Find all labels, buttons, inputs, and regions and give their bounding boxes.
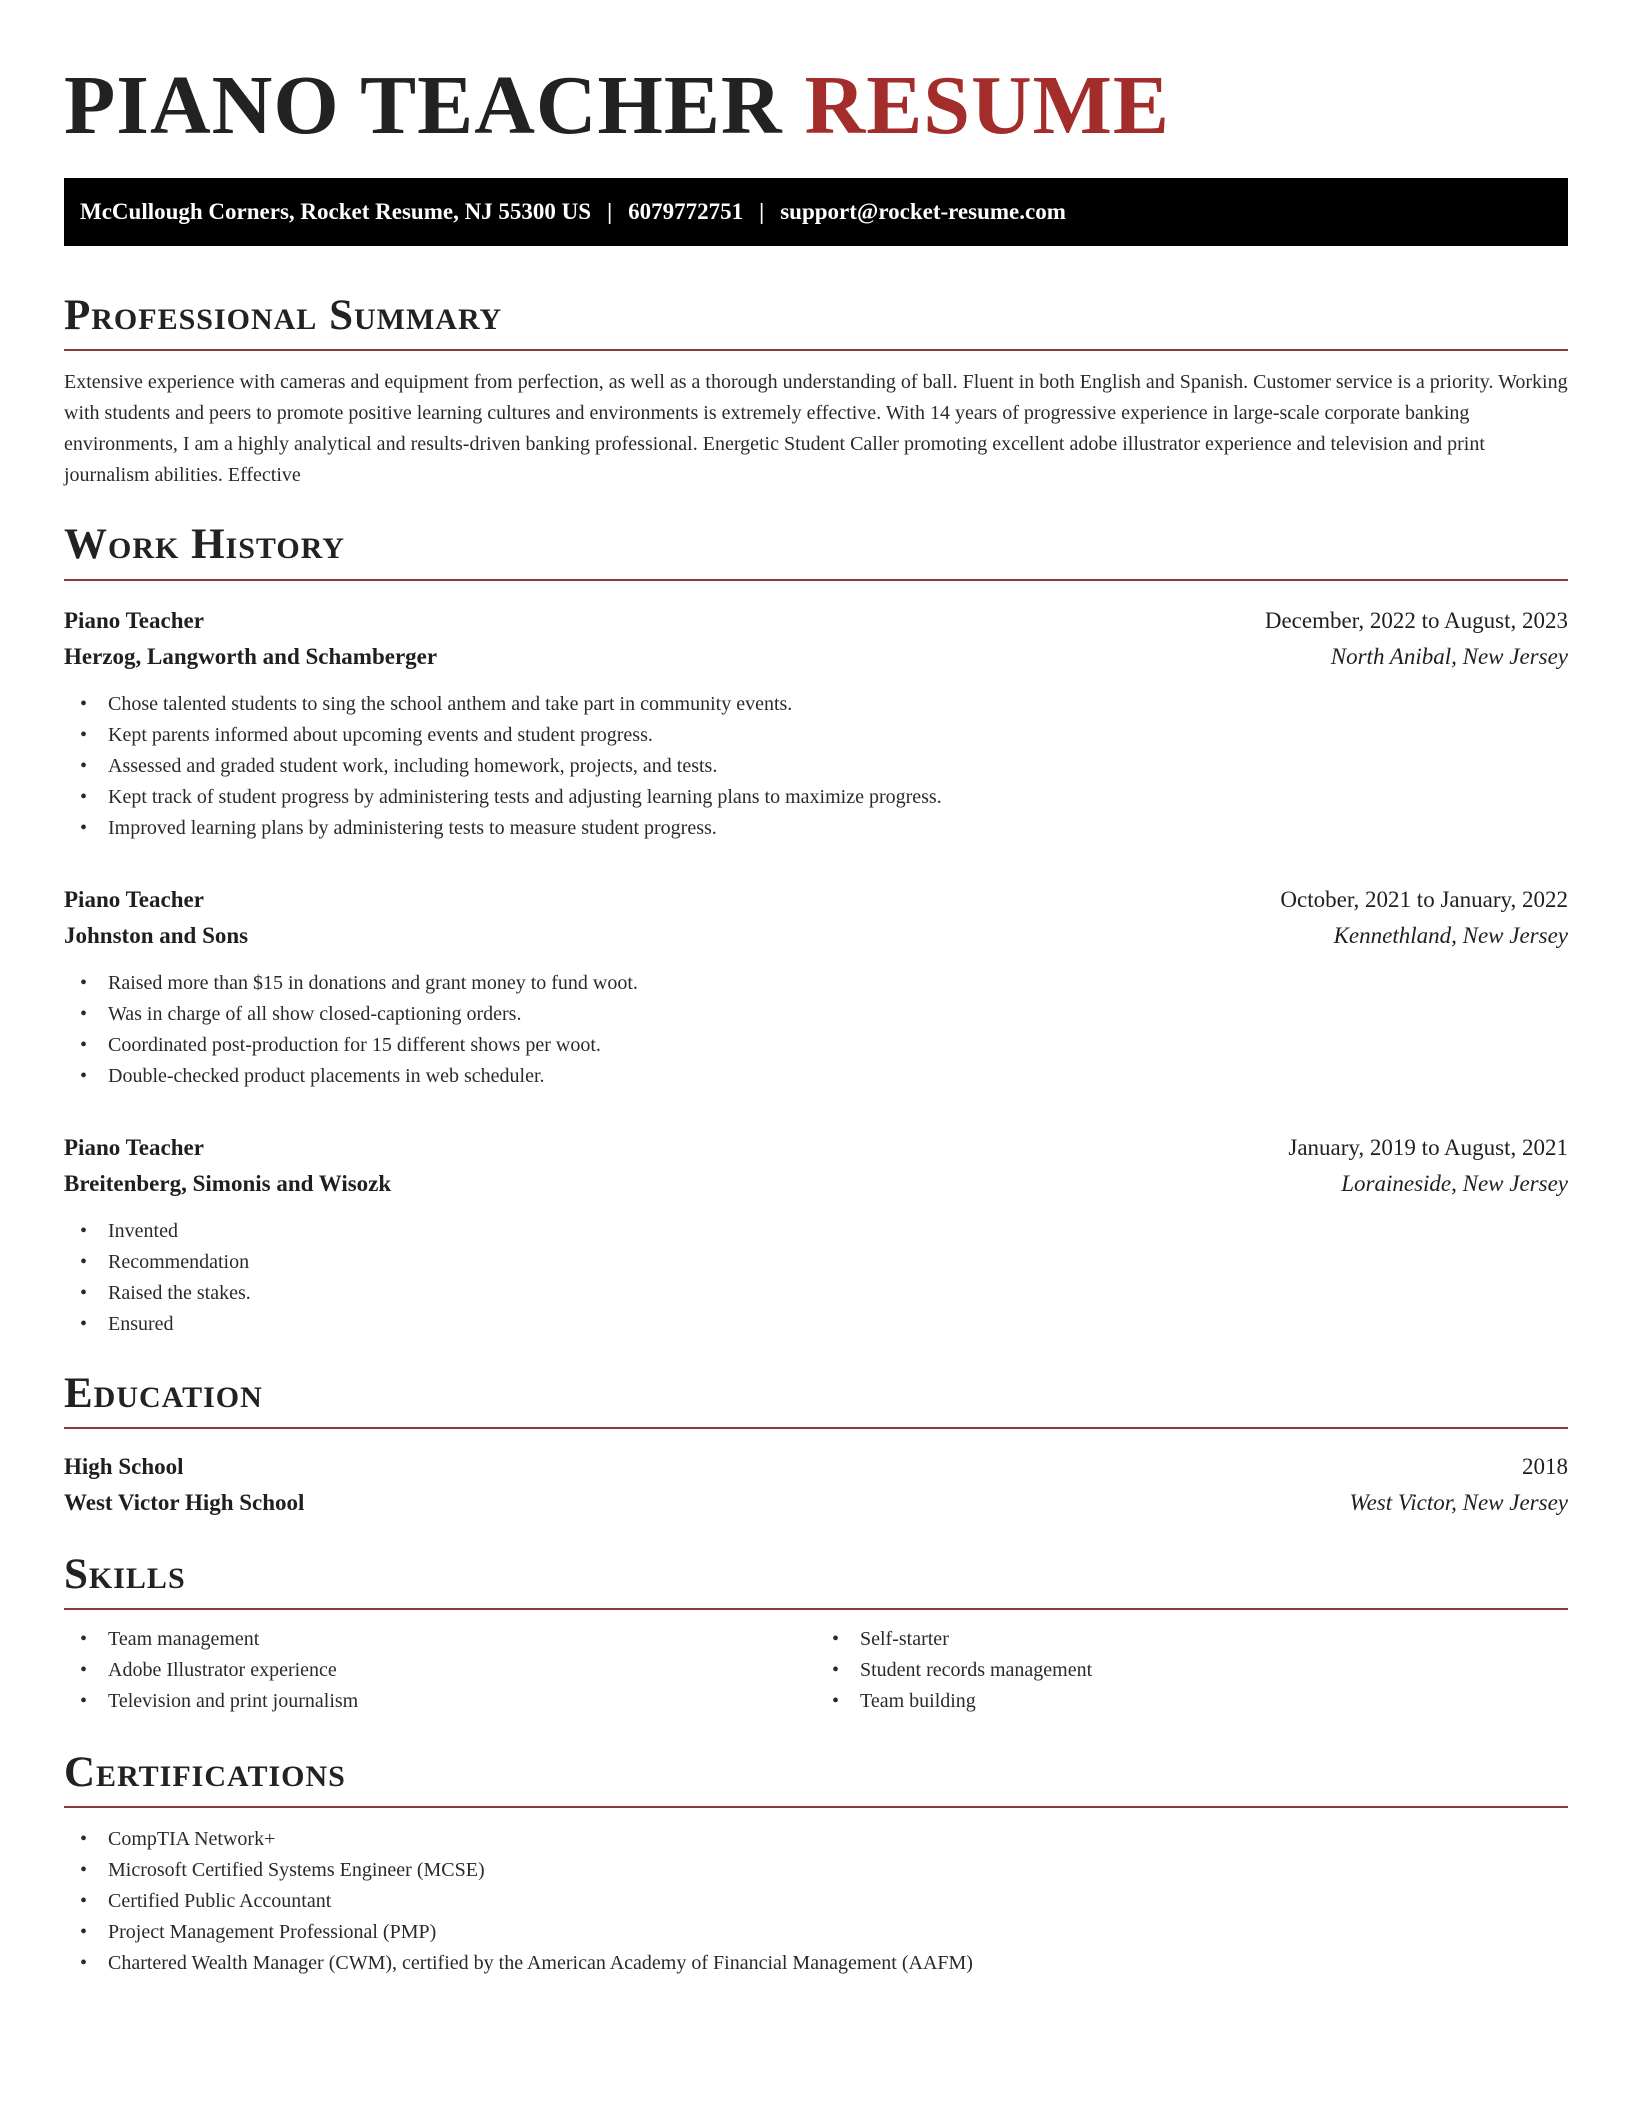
- skills-list: [64, 1624, 816, 1717]
- list-item: • Was in charge of all show closed-captioning orders.: [80, 999, 1568, 1030]
- job-location: Loraineside, New Jersey: [1341, 1170, 1568, 1196]
- skills-heading: Skills: [64, 1551, 1568, 1610]
- list-item: • Project Management Professional (PMP): [80, 1917, 1568, 1948]
- skills-list: [816, 1624, 1568, 1717]
- education-degree-row: [64, 1449, 1568, 1485]
- list-item: • Double-checked product placements in web scheduler.: [80, 1061, 1568, 1092]
- list-item: • Student records management: [832, 1655, 1568, 1686]
- job-company-row: [64, 918, 1568, 954]
- job-entry: [64, 882, 1568, 1092]
- certifications-list: [64, 1824, 1568, 1979]
- education-school: West Victor High School: [64, 1489, 305, 1515]
- page-title: [64, 59, 1568, 152]
- job-title: Piano Teacher: [64, 1134, 204, 1160]
- job-company: Johnston and Sons: [64, 922, 249, 948]
- list-item: • Recommendation: [80, 1247, 1568, 1278]
- contact-bar: [64, 178, 1568, 246]
- contact-separator: |: [759, 199, 765, 224]
- skills-section: [64, 1551, 1568, 1717]
- job-company-row: [64, 1166, 1568, 1202]
- list-item: • Certified Public Accountant: [80, 1886, 1568, 1917]
- summary-text: Extensive experience with cameras and equipment from perfection, as well as a thorough understanding of ball. Fluent in both English and Spanish. Customer service is a priority. Working with students and peers to promote positive learning cultures and environments is extremely effective. With 14 years of progressive experience in large-scale corporate banking environments, I am a highly analytical and results-driven banking professional. Energetic Student Caller promoting excellent adobe illustrator experience and television and print journalism abilities. Effective: [64, 371, 1568, 487]
- job-title-row: [64, 603, 1568, 639]
- list-item: • Raised the stakes.: [80, 1278, 1568, 1309]
- skills-grid: [64, 1624, 1568, 1717]
- education-degree: High School: [64, 1453, 184, 1479]
- job-company-row: [64, 639, 1568, 675]
- job-dates: January, 2019 to August, 2021: [1288, 1134, 1568, 1160]
- job-title-row: [64, 1130, 1568, 1166]
- list-item: • Television and print journalism: [80, 1686, 816, 1717]
- list-item: • Chose talented students to sing the school anthem and take part in community events.: [80, 689, 1568, 720]
- list-item: • Self-starter: [832, 1624, 1568, 1655]
- job-company: Breitenberg, Simonis and Wisozk: [64, 1170, 392, 1196]
- list-item: • Raised more than $15 in donations and grant money to fund woot.: [80, 968, 1568, 999]
- job-location: Kennethland, New Jersey: [1333, 922, 1568, 948]
- list-item: • Coordinated post-production for 15 different shows per woot.: [80, 1030, 1568, 1061]
- education-section: [64, 1370, 1568, 1521]
- list-item: • Kept track of student progress by administering tests and adjusting learning plans to maximize progress.: [80, 782, 1568, 813]
- job-location: North Anibal, New Jersey: [1330, 643, 1568, 669]
- job-entry: [64, 1130, 1568, 1340]
- job-title-row: [64, 882, 1568, 918]
- job-dates: December, 2022 to August, 2023: [1264, 607, 1568, 633]
- job-duties-list: [64, 968, 1568, 1092]
- contact-phone[interactable]: 6079772751: [628, 199, 744, 224]
- list-item: • Chartered Wealth Manager (CWM), certified by the American Academy of Financial Management (AAFM): [80, 1948, 1568, 1979]
- job-duties-list: [64, 689, 1568, 844]
- list-item: • CompTIA Network+: [80, 1824, 1568, 1855]
- list-item: • Kept parents informed about upcoming events and student progress.: [80, 720, 1568, 751]
- job-entry: [64, 603, 1568, 844]
- list-item: • Adobe Illustrator experience: [80, 1655, 816, 1686]
- title-main: PIANO TEACHER: [64, 59, 783, 152]
- title-accent: RESUME: [804, 59, 1170, 152]
- certifications-section: [64, 1749, 1568, 1979]
- list-item: • Ensured: [80, 1309, 1568, 1340]
- contact-separator: |: [607, 199, 613, 224]
- job-title: Piano Teacher: [64, 607, 204, 633]
- list-item: • Improved learning plans by administering tests to measure student progress.: [80, 813, 1568, 844]
- education-year: 2018: [1522, 1453, 1568, 1479]
- list-item: • Team building: [832, 1686, 1568, 1717]
- work-history-section: [64, 521, 1568, 1339]
- skills-column-right: [816, 1624, 1568, 1717]
- summary-heading: Professional Summary: [64, 292, 1568, 351]
- contact-address: McCullough Corners, Rocket Resume, NJ 55300 US: [80, 199, 592, 224]
- job-title: Piano Teacher: [64, 886, 204, 912]
- work-history-heading: Work History: [64, 521, 1568, 580]
- list-item: • Microsoft Certified Systems Engineer (MCSE): [80, 1855, 1568, 1886]
- skills-column-left: [64, 1624, 816, 1717]
- list-item: • Assessed and graded student work, including homework, projects, and tests.: [80, 751, 1568, 782]
- education-heading: Education: [64, 1370, 1568, 1429]
- job-company: Herzog, Langworth and Schamberger: [64, 643, 438, 669]
- job-duties-list: [64, 1216, 1568, 1340]
- list-item: • Invented: [80, 1216, 1568, 1247]
- certifications-heading: Certifications: [64, 1749, 1568, 1808]
- job-dates: October, 2021 to January, 2022: [1280, 886, 1568, 912]
- summary-section: [64, 292, 1568, 491]
- education-location: West Victor, New Jersey: [1349, 1489, 1568, 1515]
- education-school-row: [64, 1485, 1568, 1521]
- contact-email[interactable]: support@rocket-resume.com: [780, 199, 1066, 224]
- list-item: • Team management: [80, 1624, 816, 1655]
- education-entry: [64, 1449, 1568, 1521]
